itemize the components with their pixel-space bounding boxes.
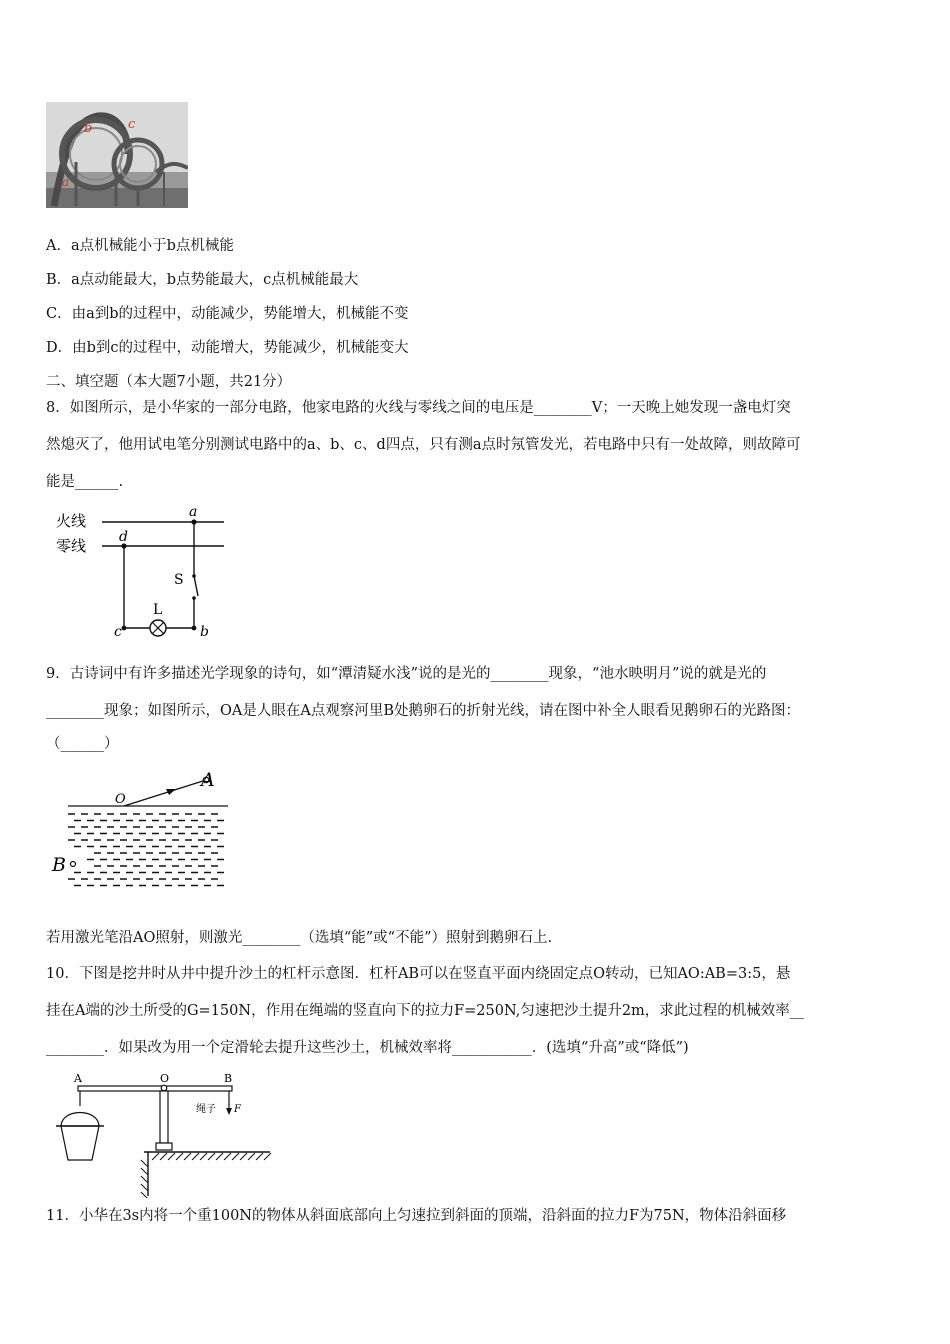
live-wire-label: 火线 — [56, 512, 87, 530]
section-title: 二、填空题（本大题7小题，共21分） — [46, 374, 292, 390]
point-b-label: b — [200, 624, 209, 640]
point-A-label: A — [201, 769, 215, 791]
light-path-diagram — [48, 764, 233, 894]
q10-line-3: ________．如果改为用一个定滑轮去提升这些沙土，机械效率将___________．(选填“升高”或“降低”) — [46, 1040, 689, 1056]
coaster-label-a: a — [62, 175, 70, 189]
q9-line-2: ________现象；如图所示，OA是人眼在A点观察河里B处鹅卵石的折射光线，请在图中补全人眼看见鹅卵石的光路图： — [46, 703, 800, 719]
circuit-diagram — [56, 504, 236, 644]
point-c-label: c — [114, 624, 122, 640]
lever-B-label: B — [224, 1072, 233, 1085]
q8-line-2: 然熄灭了，他用试电笔分别测试电路中的a、b、c、d四点，只有测a点时氖管发光，若电路中只有一处故障，则故障可 — [46, 437, 801, 453]
q7-option-c: C．由a到b的过程中，动能减少，势能增大，机械能不变 — [46, 306, 409, 322]
coaster-label-c: c — [128, 117, 136, 132]
point-O-label: O — [115, 792, 126, 807]
neutral-wire-label: 零线 — [56, 537, 87, 555]
q9-line-1: 9．古诗词中有许多描述光学现象的诗句，如“潭清疑水浅”说的是光的________现象，“池水映明月”说的就是光的 — [46, 666, 767, 682]
lever-A-label: A — [74, 1072, 82, 1085]
q8-line-1: 8．如图所示，是小华家的一部分电路，他家电路的火线与零线之间的电压是________V；一天晚上她发现一盏电灯突 — [46, 400, 791, 416]
switch-label: S — [174, 572, 184, 588]
lever-diagram — [48, 1068, 273, 1198]
q9-followup: 若用激光笔沿AO照射，则激光________（选填“能”或“不能”）照射到鹅卵石上. — [46, 930, 553, 946]
q7-option-b: B．a点动能最大，b点势能最大，c点机械能最大 — [46, 272, 359, 288]
point-B-label: B — [52, 854, 66, 876]
q9-line-3: （______） — [46, 736, 119, 752]
rope-label: 绳子 — [196, 1104, 216, 1115]
q8-line-3: 能是______. — [46, 474, 124, 490]
force-F-label: F — [234, 1104, 241, 1115]
roller-coaster-photo — [46, 102, 188, 208]
point-a-label: a — [189, 504, 198, 520]
point-d-label: d — [119, 529, 128, 545]
q10-line-2: 挂在A端的沙土所受的G=150N，作用在绳端的竖直向下的拉力F=250N,匀速把沙土提升2m，求此过程的机械效率__ — [46, 1003, 805, 1019]
q7-option-a: A．a点机械能小于b点机械能 — [46, 238, 234, 254]
coaster-label-b: b — [84, 121, 93, 136]
lever-O-label: O — [160, 1072, 170, 1085]
q7-option-d: D．由b到c的过程中，动能增大，势能减少，机械能变大 — [46, 340, 409, 356]
q11-line-1: 11．小华在3s内将一个重100N的物体从斜面底部向上匀速拉到斜面的顶端，沿斜面的拉力F为75N，物体沿斜面移 — [46, 1208, 787, 1224]
q10-line-1: 10．下图是挖井时从井中提升沙土的杠杆示意图．杠杆AB可以在竖直平面内绕固定点O转动，已知AO:AB=3:5，悬 — [46, 966, 791, 982]
lamp-label: L — [153, 602, 163, 618]
